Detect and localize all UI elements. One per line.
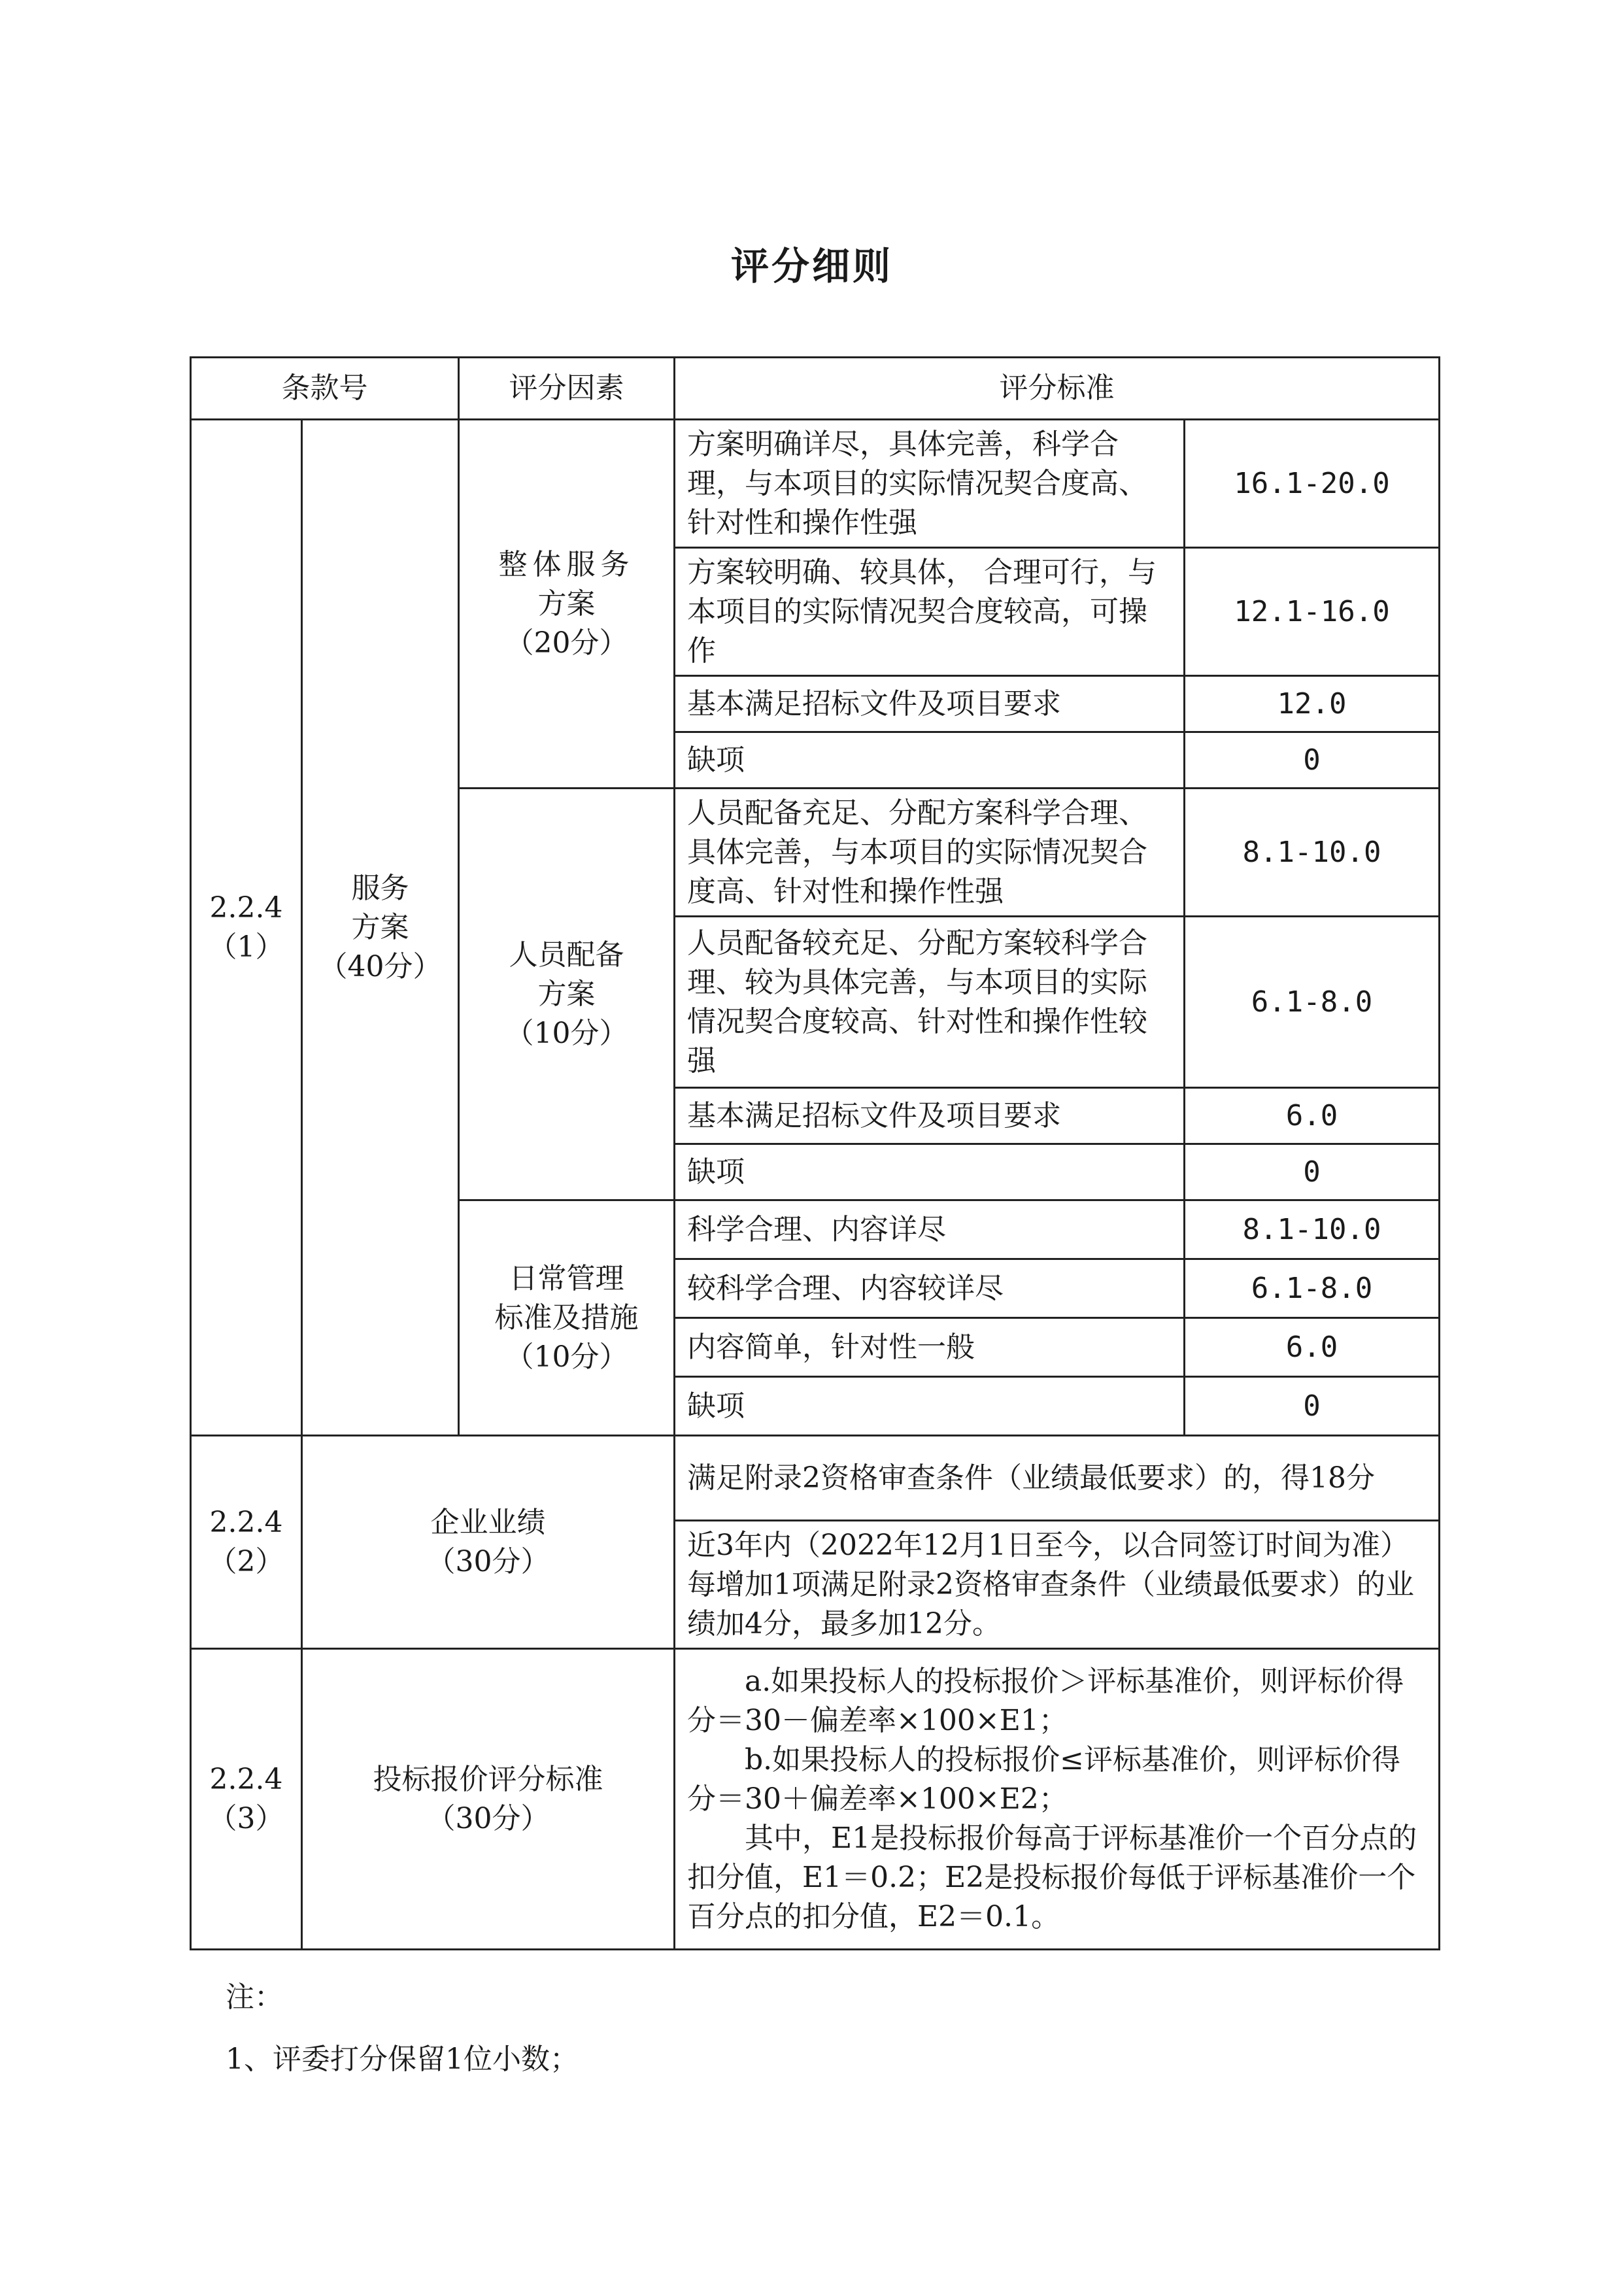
table-header-row [191, 358, 1440, 420]
formula-line-a: a.如果投标人的投标报价＞评标基准价，则评标价得分＝30－偏差率×100×E1； [687, 1664, 1404, 1737]
factor-line: 人员配备 [509, 938, 624, 972]
criterion: 基本满足招标文件及项目要求 [675, 676, 1185, 732]
score-range: 12.0 [1185, 676, 1440, 732]
section2-clause-sub: （2） [208, 1544, 284, 1578]
section1-clause [191, 420, 302, 1436]
criterion: 基本满足招标文件及项目要求 [675, 1088, 1185, 1144]
note-item: 1、评委打分保留1位小数； [226, 2043, 579, 2076]
criterion: 近3年内（2022年12月1日至今，以合同签订时间为准）每增加1项满足附录2资格审查条件（业绩最低要求）的业绩加4分，最多加12分。 [675, 1521, 1440, 1649]
section3-clause-number: 2.2.4 [209, 1762, 283, 1796]
section3-clause-sub: （3） [208, 1801, 284, 1835]
criterion: 较科学合理、内容较详尽 [675, 1259, 1185, 1318]
header-clause: 条款号 [191, 358, 459, 420]
criterion: 人员配备充足、分配方案科学合理、具体完善，与本项目的实际情况契合度高、针对性和操作性强 [675, 789, 1185, 917]
section1-clause-sub: （1） [208, 930, 284, 964]
criterion: 缺项 [675, 1377, 1185, 1436]
factor-line: 方案 [537, 977, 596, 1011]
score-range: 6.0 [1185, 1088, 1440, 1144]
criterion: 科学合理、内容详尽 [675, 1200, 1185, 1259]
section3-factor [302, 1649, 675, 1950]
factor-overall-service-plan [459, 420, 675, 789]
factor-daily-management [459, 1200, 675, 1436]
factor-staffing-plan [459, 789, 675, 1200]
formula-line-b: b.如果投标人的投标报价≤评标基准价，则评标价得分＝30＋偏差率×100×E2； [687, 1742, 1401, 1816]
factor-line: 日常管理 [509, 1261, 624, 1295]
section3-points: （30分） [426, 1801, 550, 1835]
score-range: 6.1-8.0 [1185, 1259, 1440, 1318]
section3-clause [191, 1649, 302, 1950]
page-title: 评分细则 [730, 244, 893, 288]
section2-points: （30分） [426, 1544, 550, 1578]
factor-points: （10分） [505, 1340, 628, 1374]
factor-line: 方案 [537, 586, 596, 620]
scoring-table [190, 356, 1440, 1950]
score-range: 8.1-10.0 [1185, 1200, 1440, 1259]
section1-name [302, 420, 459, 1436]
section1-name-line1: 服务 [351, 871, 409, 905]
criterion: 缺项 [675, 1144, 1185, 1200]
section2-factor-name: 企业业绩 [430, 1505, 546, 1539]
section1-points: （40分） [318, 949, 442, 983]
score-range: 6.0 [1185, 1318, 1440, 1377]
score-range: 0 [1185, 1144, 1440, 1200]
section2-clause [191, 1436, 302, 1649]
criterion: 内容简单，针对性一般 [675, 1318, 1185, 1377]
section2-factor [302, 1436, 675, 1649]
header-factor: 评分因素 [459, 358, 675, 420]
factor-line: 标准及措施 [494, 1300, 639, 1334]
table-row [191, 1649, 1440, 1950]
table-row [191, 1436, 1440, 1521]
section1-name-line2: 方案 [351, 910, 409, 944]
score-range: 16.1-20.0 [1185, 420, 1440, 548]
criterion: 方案较明确、较具体， 合理可行，与本项目的实际情况契合度较高，可操作 [675, 548, 1185, 676]
criterion: 缺项 [675, 732, 1185, 789]
factor-line: 整体服务 [498, 547, 635, 581]
formula-line-c: 其中，E1是投标报价每高于评标基准价一个百分点的扣分值，E1＝0.2；E2是投标报价每低于评标基准价一个百分点的扣分值，E2＝0.1。 [687, 1821, 1417, 1933]
table-row [191, 420, 1440, 548]
score-range: 6.1-8.0 [1185, 917, 1440, 1088]
section1-clause-number: 2.2.4 [209, 891, 283, 925]
header-standard: 评分标准 [675, 358, 1440, 420]
score-range: 12.1-16.0 [1185, 548, 1440, 676]
criterion: 方案明确详尽，具体完善，科学合理，与本项目的实际情况契合度高、针对性和操作性强 [675, 420, 1185, 548]
section3-factor-name: 投标报价评分标准 [373, 1762, 603, 1796]
factor-points: （20分） [505, 626, 628, 660]
score-range: 0 [1185, 732, 1440, 789]
section2-clause-number: 2.2.4 [209, 1505, 283, 1539]
price-formula [675, 1649, 1440, 1950]
criterion: 满足附录2资格审查条件（业绩最低要求）的，得18分 [675, 1436, 1440, 1521]
score-range: 0 [1185, 1377, 1440, 1436]
note-label: 注： [226, 1980, 283, 2014]
criterion: 人员配备较充足、分配方案较科学合理、较为具体完善，与本项目的实际情况契合度较高、针对性和操作性较强 [675, 917, 1185, 1088]
score-range: 8.1-10.0 [1185, 789, 1440, 917]
factor-points: （10分） [505, 1016, 628, 1050]
